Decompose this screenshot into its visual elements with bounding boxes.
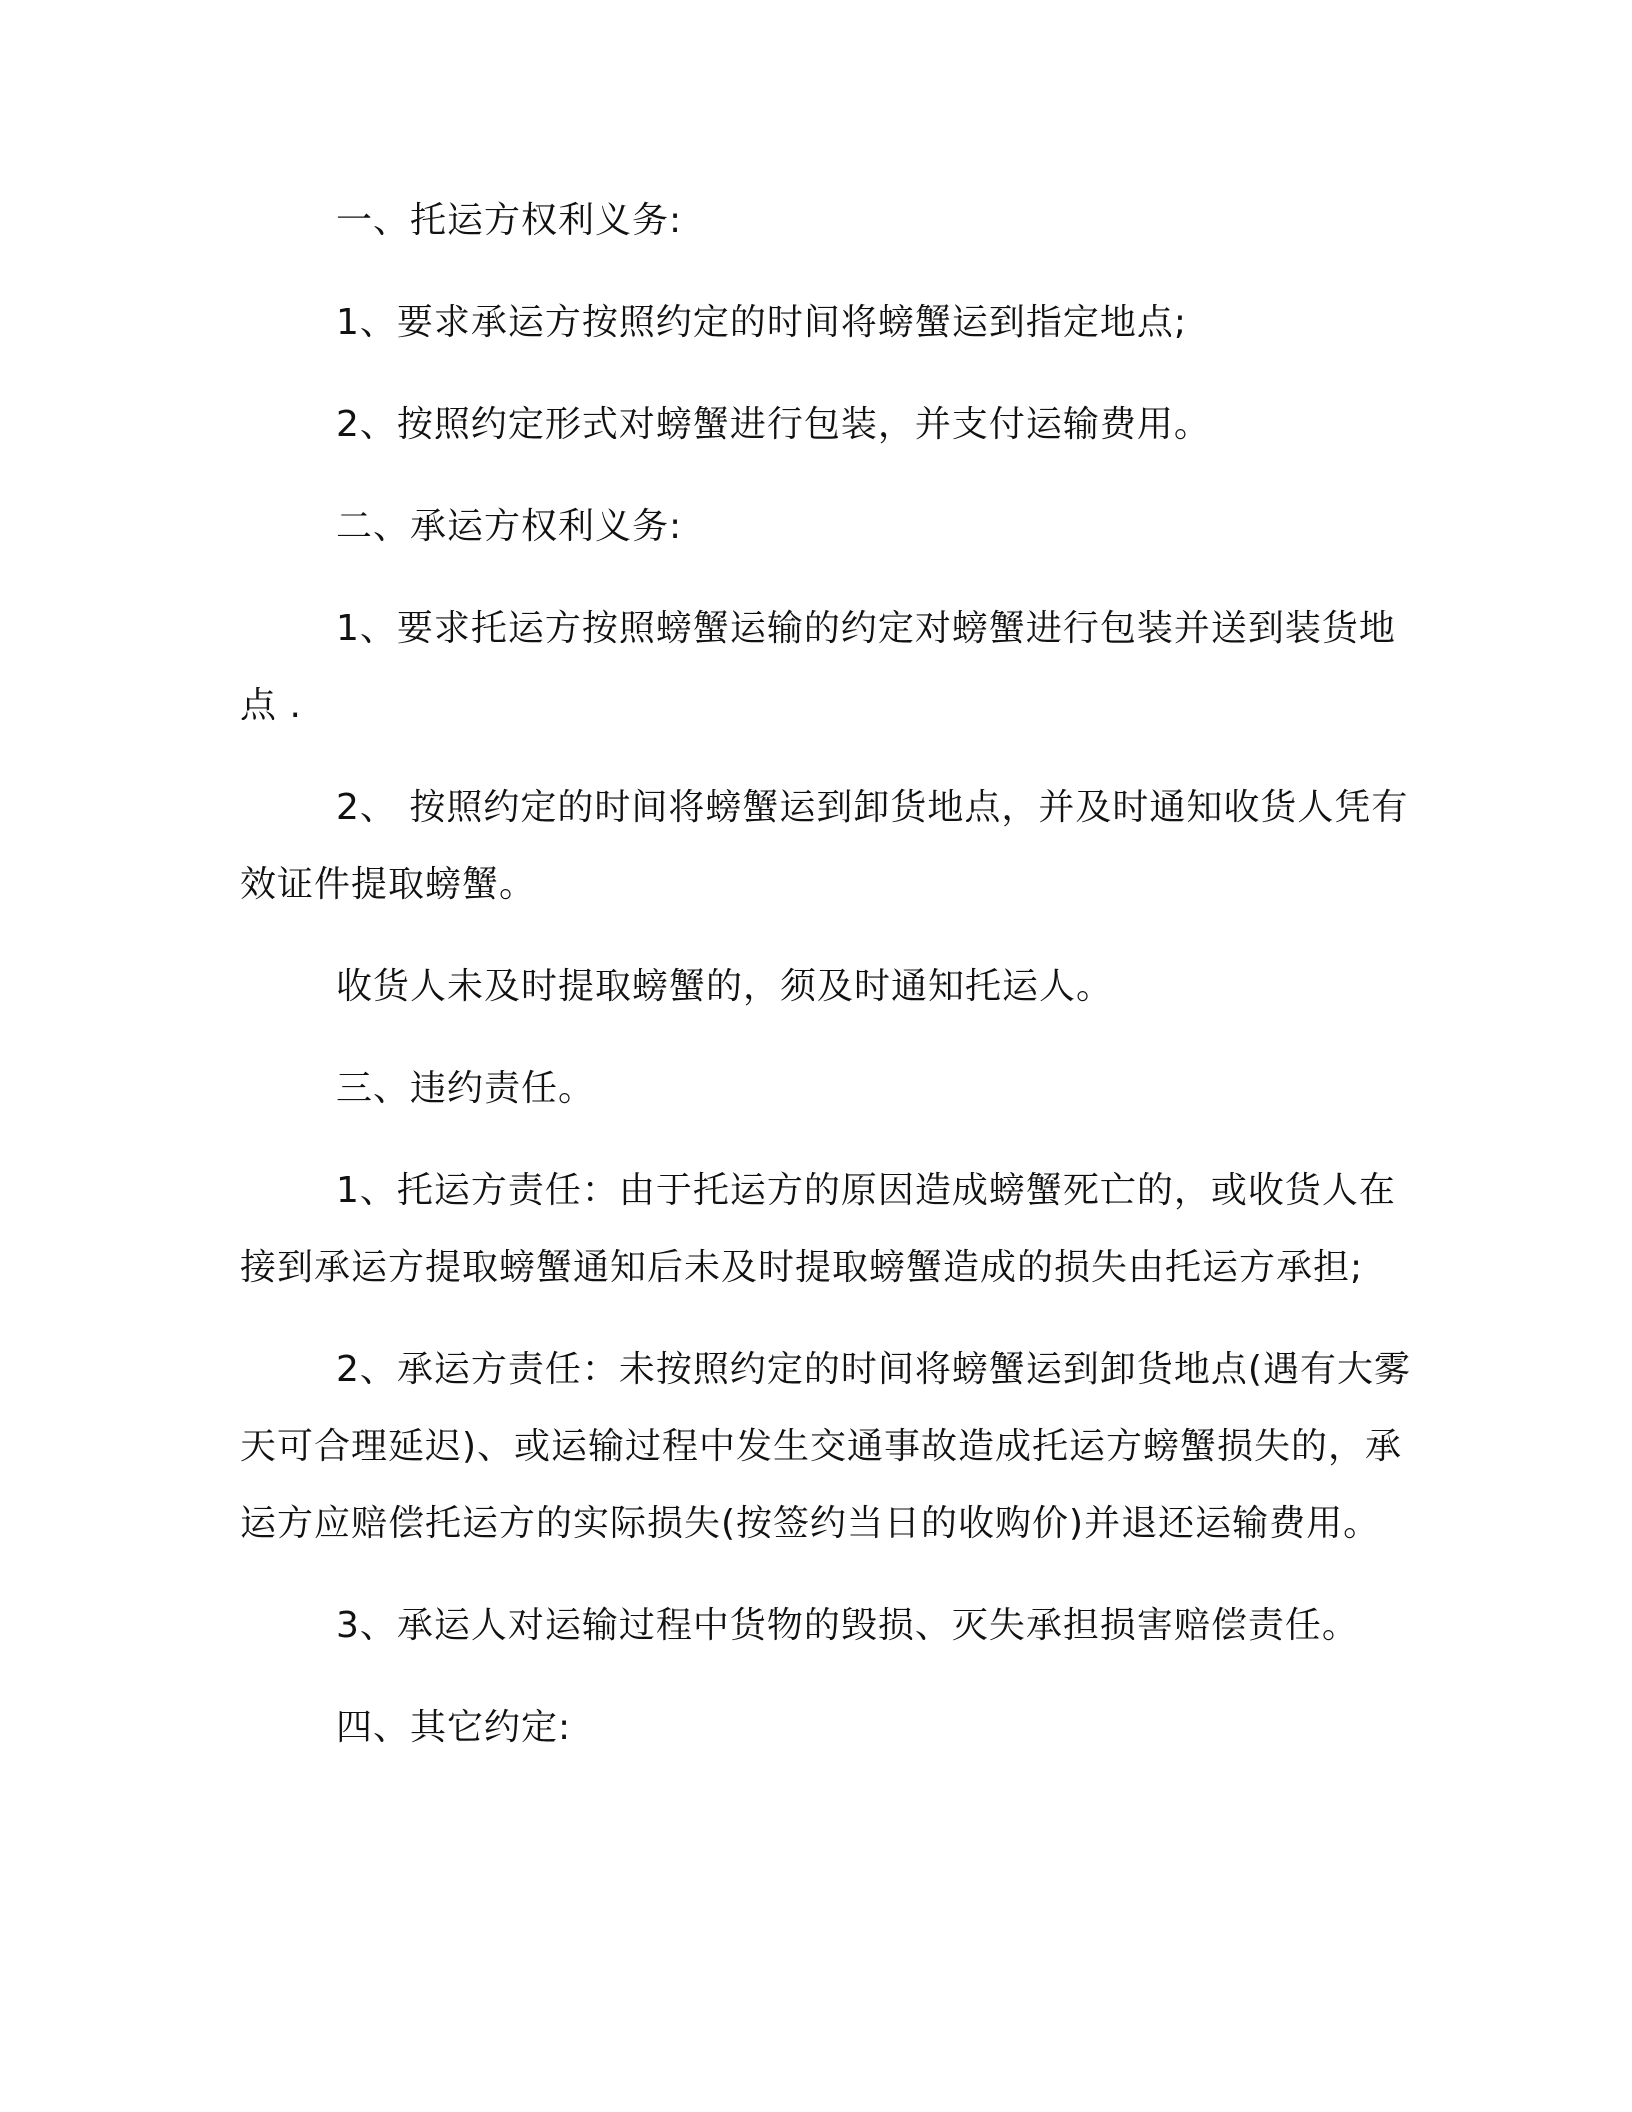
section-heading-2: 二、承运方权利义务: bbox=[336, 506, 683, 547]
clause-2-1: 1、要求托运方按照螃蟹运输的约定对螃蟹进行包装并送到装货地点 . bbox=[240, 608, 1396, 726]
document-body bbox=[240, 182, 1412, 1791]
clause-2-2: 2、 按照约定的时间将螃蟹运到卸货地点，并及时通知收货人凭有效证件提取螃蟹。 bbox=[240, 787, 1409, 905]
clause-3-1: 1、托运方责任：由于托运方的原因造成螃蟹死亡的，或收货人在接到承运方提取螃蟹通知后未及时提取螃蟹造成的损失由托运方承担; bbox=[240, 1170, 1396, 1288]
section-heading-4: 四、其它约定: bbox=[336, 1707, 572, 1748]
section-heading-3: 三、违约责任。 bbox=[336, 1068, 596, 1109]
clause-1-2: 2、按照约定形式对螃蟹进行包装，并支付运输费用。 bbox=[336, 404, 1211, 445]
clause-3-2: 2、承运方责任：未按照约定的时间将螃蟹运到卸货地点(遇有大雾天可合理延迟)、或运输过程中发生交通事故造成托运方螃蟹损失的，承运方应赔偿托运方的实际损失(按签约当日的收购价)并退还运输费用。 bbox=[240, 1349, 1411, 1544]
clause-2-note: 收货人未及时提取螃蟹的，须及时通知托运人。 bbox=[336, 966, 1114, 1007]
clause-1-1: 1、要求承运方按照约定的时间将螃蟹运到指定地点; bbox=[336, 302, 1188, 343]
section-heading-1: 一、托运方权利义务: bbox=[336, 200, 683, 241]
clause-3-3: 3、承运人对运输过程中货物的毁损、灭失承担损害赔偿责任。 bbox=[336, 1605, 1359, 1646]
